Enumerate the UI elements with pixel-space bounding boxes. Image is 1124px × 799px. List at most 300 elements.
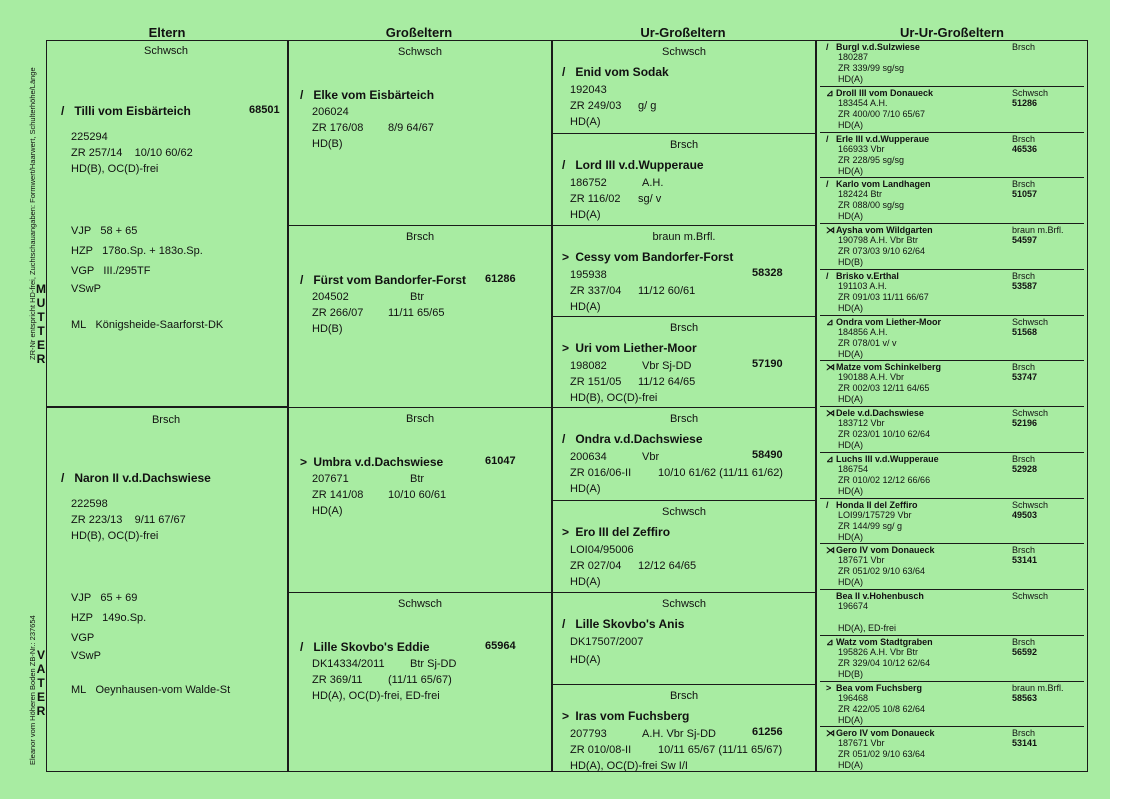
uugp-name: Bea II v.Hohenbusch — [836, 591, 924, 601]
uugp-color: Schwsch — [1012, 88, 1049, 98]
ugp-hd: HD(B), OC(D)-frei — [570, 392, 658, 404]
ugp-divider-2 — [552, 225, 816, 226]
uugp-name-line — [826, 134, 929, 144]
uugp-name-line — [826, 271, 899, 281]
mother-zb: 68501 — [249, 104, 280, 116]
gp-name-line — [300, 640, 430, 654]
mother-zr-line — [71, 147, 193, 159]
mother-color: Schwsch — [143, 45, 189, 57]
gp-mark: / — [300, 88, 304, 102]
father-show: 9/11 67/67 — [134, 514, 186, 526]
ugp-color: Brsch — [669, 413, 699, 425]
ugp-extra: 10/11 65/67 (11/11 65/67) — [658, 744, 783, 756]
uugp-color: Schwsch — [1012, 317, 1049, 327]
ugp-zb: 57190 — [752, 358, 783, 370]
mutter-label — [36, 282, 46, 366]
uugp-name: Burgl v.d.Sulzwiese — [836, 42, 920, 52]
uugp-color: Brsch — [1012, 728, 1036, 738]
gp-color: Schwsch — [397, 46, 443, 58]
ugp-color: Brsch — [669, 322, 699, 334]
uugp-reg: LOI99/175729 Vbr — [838, 510, 912, 520]
father-hzp-label: HZP — [71, 612, 93, 624]
gp-reg: 206024 — [312, 106, 349, 118]
uugp-hd: HD(A) — [838, 759, 863, 770]
uugp-zr: ZR 228/95 sg/sg — [838, 155, 905, 165]
uugp-divider — [820, 406, 1084, 407]
gp-hd: HD(A) — [312, 505, 343, 517]
gp-hd: HD(B) — [312, 138, 343, 150]
gp-divider-2 — [288, 407, 552, 408]
ugp-zb: 61256 — [752, 726, 783, 738]
mother-ml — [71, 319, 223, 331]
gp-divider-1 — [288, 225, 552, 226]
ugp-zr: ZR 027/04 — [570, 560, 622, 572]
uugp-divider — [820, 498, 1084, 499]
ugp-extra: 10/10 61/62 (11/11 61/62) — [658, 467, 783, 479]
ugp-color: Brsch — [669, 139, 699, 151]
mother-vjp-value: 58 + 65 — [100, 225, 138, 237]
uugp-mark: ⋊ — [826, 408, 835, 418]
ugp-extra: sg/ v — [638, 193, 662, 205]
mother-show: 10/10 60/62 — [134, 147, 193, 159]
father-zr-line — [71, 514, 186, 526]
vater-letter: VATER — [36, 648, 46, 718]
mother-mark: / — [61, 104, 65, 118]
uugp-zb: 56592 — [1012, 647, 1038, 657]
uugp-name-line — [826, 591, 924, 601]
uugp-divider — [820, 726, 1084, 727]
uugp-divider — [820, 635, 1084, 636]
uugp-mark: ⋊ — [826, 362, 835, 372]
uugp-hd: HD(A) — [838, 302, 863, 313]
uugp-divider — [820, 681, 1084, 682]
uugp-name: Gero IV vom Donaueck — [836, 728, 935, 738]
uugp-zb: 51057 — [1012, 189, 1038, 199]
footnote-text: ZR-Nr entspricht HD-frei, Zuchtschauangaben: Formwert/Haarwert, Schulterhöhe/Länge — [28, 67, 37, 360]
mother-hzp — [71, 245, 203, 257]
uugp-mark: / — [826, 271, 829, 281]
ugp-zr: ZR 010/08-II — [570, 744, 632, 756]
gp-mark: / — [300, 640, 304, 654]
uugp-mark: ⋊ — [826, 545, 835, 555]
ugp-divider-6 — [552, 592, 816, 593]
uugp-reg: 196468 — [838, 693, 869, 703]
uugp-zr: ZR 023/01 10/10 62/64 — [838, 429, 931, 439]
mother-ml-value: Königsheide-Saarforst-DK — [95, 319, 224, 331]
uugp-hd: HD(A) — [838, 348, 863, 359]
uugp-zb: 51568 — [1012, 327, 1038, 337]
father-hd: HD(B), OC(D)-frei — [71, 530, 159, 542]
uugp-reg: 184856 A.H. — [838, 327, 888, 337]
uugp-color: braun m.Brfl. — [1012, 683, 1064, 693]
uugp-zr: ZR 051/02 9/10 63/64 — [838, 749, 926, 759]
uugp-color: Schwsch — [1012, 500, 1049, 510]
mother-vgp — [71, 265, 150, 277]
uugp-name: Ondra vom Liether-Moor — [836, 317, 942, 327]
uugp-zb: 54597 — [1012, 235, 1038, 245]
uugp-mark: ⊿ — [826, 88, 834, 98]
ugp-name: Lord III v.d.Wupperaue — [575, 158, 704, 172]
ugp-extra: 11/12 64/65 — [638, 376, 696, 388]
ugp-mark: > — [562, 250, 570, 264]
ugp-mark: > — [562, 525, 570, 539]
gp-zr: ZR 141/08 — [312, 489, 364, 501]
ugp-reg: 195938 — [570, 269, 607, 281]
uugp-divider — [820, 589, 1084, 590]
uugp-name: Aysha vom Wildgarten — [836, 225, 933, 235]
mother-hzp-label: HZP — [71, 245, 93, 257]
uugp-color: Brsch — [1012, 134, 1036, 144]
uugp-name: Bea vom Fuchsberg — [836, 683, 923, 693]
ugp-name: Enid vom Sodak — [575, 65, 669, 79]
ugp-zb: 58328 — [752, 267, 783, 279]
mother-ml-label: ML — [71, 319, 87, 331]
mother-box — [46, 40, 288, 407]
uugp-divider — [820, 177, 1084, 178]
uugp-name: Brisko v.Erthal — [836, 271, 899, 281]
uugp-zr: ZR 144/99 sg/ g — [838, 521, 903, 531]
uugp-zb: 52196 — [1012, 418, 1038, 428]
mother-vswp: VSwP — [71, 283, 101, 295]
uugp-divider — [820, 223, 1084, 224]
uugp-mark: ⋊ — [826, 225, 835, 235]
mother-vgp-value: III./295TF — [103, 265, 151, 277]
ugp-divider-5 — [552, 500, 816, 501]
gp-extra1: Btr Sj-DD — [410, 658, 457, 670]
uugp-zr: ZR 339/99 sg/sg — [838, 63, 905, 73]
uugp-hd: HD(A) — [838, 576, 863, 587]
uugp-mark: ⋊ — [826, 728, 835, 738]
owner-text: Eleanor vom Höheren Boden ZB-Nr.: 237654 — [28, 615, 37, 765]
uugp-mark: / — [826, 500, 829, 510]
ugp-zr: ZR 249/03 — [570, 100, 622, 112]
ugp-extra1: Vbr — [642, 451, 660, 463]
father-vswp: VSwP — [71, 650, 101, 662]
uugp-mark: / — [826, 134, 829, 144]
mother-vjp-label: VJP — [71, 225, 92, 237]
uugp-reg: 186754 — [838, 464, 869, 474]
uugp-color: Brsch — [1012, 454, 1036, 464]
ugp-zr: ZR 116/02 — [570, 193, 621, 205]
gp-extra: 11/11 65/65 — [388, 307, 445, 319]
ugp-extra: 12/12 64/65 — [638, 560, 697, 572]
header-grosseltern: Großeltern — [385, 25, 453, 40]
uugp-name: Karlo vom Landhagen — [836, 179, 931, 189]
uugp-hd: HD(A) — [838, 210, 863, 221]
ugp-extra: g/ g — [638, 100, 657, 112]
mother-vgp-label: VGP — [71, 265, 95, 277]
gp-name: Elke vom Eisbärteich — [313, 88, 435, 102]
ugp-name: Ero III del Zeffiro — [575, 525, 671, 539]
uugp-name-line — [826, 179, 931, 189]
gp-zr: ZR 369/11 — [312, 674, 363, 686]
uugp-hd: HD(B) — [838, 668, 863, 679]
gp-zr: ZR 176/08 — [312, 122, 364, 134]
ugp-name: Ondra v.d.Dachswiese — [575, 432, 703, 446]
gp-name-line — [300, 455, 443, 469]
uugp-hd: HD(A) — [838, 119, 863, 130]
uugp-zr: ZR 329/04 10/12 62/64 — [838, 658, 931, 668]
uugp-color: Brsch — [1012, 362, 1036, 372]
uugp-color: Brsch — [1012, 545, 1036, 555]
ugp-name-line — [562, 158, 704, 172]
father-name: Naron II v.d.Dachswiese — [74, 471, 211, 485]
father-vgp: VGP — [71, 632, 95, 644]
ugp-reg: 186752 — [570, 177, 607, 189]
gp-zb: 61286 — [485, 273, 516, 285]
uugp-color: Brsch — [1012, 42, 1036, 52]
uugp-zr: ZR 002/03 12/11 64/65 — [838, 383, 930, 393]
uugp-reg: 183712 Vbr — [838, 418, 885, 428]
uugp-name-line — [826, 683, 922, 693]
father-vjp-value: 65 + 69 — [100, 592, 138, 604]
uugp-name: Watz vom Stadtgraben — [836, 637, 933, 647]
uugp-zb: 46536 — [1012, 144, 1038, 154]
uugp-reg: 183454 A.H. — [838, 98, 888, 108]
uugp-zr: ZR 073/03 9/10 62/64 — [838, 246, 926, 256]
uugp-hd: HD(A) — [838, 531, 863, 542]
uugp-reg: 196674 — [838, 601, 869, 611]
uugp-zb: 58563 — [1012, 693, 1038, 703]
gp-zb: 65964 — [485, 640, 516, 652]
father-mark: / — [61, 471, 65, 485]
ugp-name: Iras vom Fuchsberg — [575, 709, 690, 723]
vater-label — [36, 648, 46, 718]
uugp-mark: ⊿ — [826, 454, 834, 464]
uugp-name: Droll III vom Donaueck — [836, 88, 934, 98]
mother-hd: HD(B), OC(D)-frei — [71, 163, 159, 175]
father-box — [46, 407, 288, 772]
uugp-name-line — [826, 42, 920, 52]
uugp-mark: > — [826, 683, 832, 693]
uugp-name-line — [826, 500, 918, 510]
gp-name: Umbra v.d.Dachswiese — [313, 455, 444, 469]
uugp-reg: 187671 Vbr — [838, 738, 885, 748]
gp-zb: 61047 — [485, 455, 516, 467]
gp-extra1: Btr — [410, 291, 425, 303]
uugp-divider — [820, 269, 1084, 270]
uugp-zr: ZR 088/00 sg/sg — [838, 200, 905, 210]
ugp-color: Schwsch — [661, 598, 707, 610]
ugp-hd: HD(A) — [570, 116, 601, 128]
ugp-extra1: Vbr Sj-DD — [642, 360, 692, 372]
ugp-extra1: A.H. Vbr Sj-DD — [642, 728, 716, 740]
ugp-mark: / — [562, 65, 566, 79]
uugp-divider — [820, 543, 1084, 544]
ugp-hd: HD(A), OC(D)-frei Sw I/I — [570, 760, 688, 772]
uugp-zb: 51286 — [1012, 98, 1038, 108]
gp-mark: > — [300, 455, 308, 469]
gp-name-line — [300, 273, 466, 287]
ugp-mark: / — [562, 617, 566, 631]
uugp-mark: ⊿ — [826, 637, 834, 647]
uugp-divider — [820, 452, 1084, 453]
father-vjp-label: VJP — [71, 592, 92, 604]
uugp-name: Matze vom Schinkelberg — [836, 362, 942, 372]
uugp-zb: 49503 — [1012, 510, 1038, 520]
uugp-zr: ZR 400/00 7/10 65/67 — [838, 109, 926, 119]
uugp-reg: 190188 A.H. Vbr — [838, 372, 905, 382]
uugp-hd: HD(A) — [838, 73, 863, 84]
uugp-name: Honda II del Zeffiro — [836, 500, 918, 510]
uugp-mark: ⊿ — [826, 317, 834, 327]
ugp-mark: > — [562, 341, 570, 355]
uugp-name: Gero IV vom Donaueck — [836, 545, 935, 555]
ugp-name-line — [562, 709, 689, 723]
ugp-hd: HD(A) — [570, 654, 601, 666]
uugp-hd: HD(A) — [838, 393, 863, 404]
ugp-mark: / — [562, 432, 566, 446]
gp-hd: HD(A), OC(D)-frei, ED-frei — [312, 690, 440, 702]
ugp-name: Uri vom Liether-Moor — [575, 341, 697, 355]
uugp-reg: 166933 Vbr — [838, 144, 885, 154]
father-ml-value: Oeynhausen-vom Walde-St — [95, 684, 231, 696]
ugp-color: braun m.Brfl. — [652, 231, 716, 243]
gp-extra1: Btr — [410, 473, 425, 485]
ugp-name: Lille Skovbo's Anis — [575, 617, 685, 631]
gp-name-line — [300, 88, 434, 102]
ugp-extra1: A.H. — [642, 177, 664, 189]
mother-reg: 225294 — [71, 131, 108, 143]
father-zr: ZR 223/13 — [71, 514, 123, 526]
ugp-hd: HD(A) — [570, 483, 601, 495]
gp-hd: HD(B) — [312, 323, 343, 335]
uugp-divider — [820, 86, 1084, 87]
ugp-zr: ZR 016/06-II — [570, 467, 632, 479]
uugp-hd: HD(A) — [838, 165, 863, 176]
uugp-divider — [820, 132, 1084, 133]
gp-reg: DK14334/2011 — [312, 658, 385, 670]
uugp-hd: HD(A), ED-frei — [838, 622, 896, 633]
uugp-reg: 190798 A.H. Vbr Btr — [838, 235, 919, 245]
ugp-divider-7 — [552, 684, 816, 685]
header-eltern: Eltern — [148, 25, 186, 40]
ugp-name-line — [562, 525, 670, 539]
gp-name: Lille Skovbo's Eddie — [313, 640, 430, 654]
gp-zr: ZR 266/07 — [312, 307, 364, 319]
uugp-reg: 195826 A.H. Vbr Btr — [838, 647, 919, 657]
header-urgrosseltern: Ur-Großeltern — [640, 25, 726, 40]
uugp-color: Brsch — [1012, 637, 1036, 647]
father-ml-label: ML — [71, 684, 87, 696]
uugp-divider — [820, 315, 1084, 316]
gp-color: Brsch — [405, 413, 435, 425]
ugp-reg: DK17507/2007 — [570, 636, 644, 648]
uugp-zb: 53141 — [1012, 738, 1038, 748]
gp-extra: (11/11 65/67) — [388, 674, 452, 686]
mother-name: Tilli vom Eisbärteich — [74, 104, 191, 118]
mutter-letter: MUTTER — [36, 282, 46, 366]
uugp-name: Erle III v.d.Wupperaue — [836, 134, 930, 144]
father-reg: 222598 — [71, 498, 108, 510]
header-ururgrosseltern: Ur-Ur-Großeltern — [899, 25, 1004, 40]
ugp-name-line — [562, 65, 669, 79]
mother-zr: ZR 257/14 — [71, 147, 123, 159]
ugp-extra: 11/12 60/61 — [638, 285, 696, 297]
uugp-zb: 53587 — [1012, 281, 1038, 291]
ugp-divider-3 — [552, 316, 816, 317]
gp-name: Fürst vom Bandorfer-Forst — [313, 273, 467, 287]
uugp-zr: ZR 422/05 10/8 62/64 — [838, 704, 926, 714]
ugp-color: Brsch — [669, 690, 699, 702]
ugp-zb: 58490 — [752, 449, 783, 461]
ugp-mark: / — [562, 158, 566, 172]
uugp-reg: 191103 A.H. — [838, 281, 887, 291]
gp-divider-3 — [288, 592, 552, 593]
uugp-zb: 53141 — [1012, 555, 1038, 565]
father-vjp — [71, 592, 137, 604]
gp-reg: 204502 — [312, 291, 349, 303]
ugp-divider-4 — [552, 407, 816, 408]
gp-reg: 207671 — [312, 473, 349, 485]
uugp-zb: 52928 — [1012, 464, 1038, 474]
father-hzp — [71, 612, 146, 624]
ugp-name-line — [562, 250, 733, 264]
gp-extra: 8/9 64/67 — [388, 122, 434, 134]
ugp-name-line — [562, 432, 703, 446]
ugp-color: Schwsch — [661, 506, 707, 518]
ugp-reg: 198082 — [570, 360, 607, 372]
father-ml — [71, 684, 230, 696]
ugp-hd: HD(A) — [570, 576, 601, 588]
uugp-color: Brsch — [1012, 179, 1036, 189]
ugp-mark: > — [562, 709, 570, 723]
uugp-color: Brsch — [1012, 271, 1036, 281]
father-name-line — [61, 471, 211, 485]
uugp-reg: 182424 Btr — [838, 189, 883, 199]
uugp-zr: ZR 078/01 v/ v — [838, 338, 897, 348]
uugp-hd: HD(A) — [838, 485, 863, 496]
ugp-divider-1 — [552, 133, 816, 134]
uugp-color: Schwsch — [1012, 408, 1049, 418]
ugp-name-line — [562, 617, 684, 631]
uugp-hd: HD(A) — [838, 714, 863, 725]
ugp-zr: ZR 151/05 — [570, 376, 622, 388]
father-hzp-value: 149o.Sp. — [102, 612, 147, 624]
uugp-reg: 187671 Vbr — [838, 555, 885, 565]
gp-mark: / — [300, 273, 304, 287]
uugp-name: Luchs III v.d.Wupperaue — [836, 454, 939, 464]
gp-color: Brsch — [405, 231, 435, 243]
ugp-zr: ZR 337/04 — [570, 285, 622, 297]
gp-extra: 10/10 60/61 — [388, 489, 447, 501]
uugp-hd: HD(A) — [838, 439, 863, 450]
ugp-name: Cessy vom Bandorfer-Forst — [575, 250, 734, 264]
uugp-divider — [820, 360, 1084, 361]
ugp-hd: HD(A) — [570, 209, 601, 221]
mother-hzp-value: 178o.Sp. + 183o.Sp. — [102, 245, 203, 257]
ugp-color: Schwsch — [661, 46, 707, 58]
uugp-zr: ZR 010/02 12/12 66/66 — [838, 475, 931, 485]
ugp-reg: 207793 — [570, 728, 607, 740]
uugp-color: Schwsch — [1012, 591, 1049, 601]
uugp-reg: 180287 — [838, 52, 869, 62]
mother-name-line — [61, 104, 191, 118]
gp-color: Schwsch — [397, 598, 443, 610]
uugp-zb: 53747 — [1012, 372, 1038, 382]
ugp-hd: HD(A) — [570, 301, 601, 313]
uugp-mark: / — [826, 42, 829, 52]
uugp-name: Dele v.d.Dachswiese — [836, 408, 924, 418]
uugp-zr: ZR 091/03 11/11 66/67 — [838, 292, 929, 302]
ugp-reg: LOI04/95006 — [570, 544, 634, 556]
uugp-zr: ZR 051/02 9/10 63/64 — [838, 566, 926, 576]
ugp-reg: 192043 — [570, 84, 607, 96]
ugp-reg: 200634 — [570, 451, 607, 463]
uugp-mark: / — [826, 179, 829, 189]
father-color: Brsch — [151, 414, 181, 426]
uugp-color: braun m.Brfl. — [1012, 225, 1064, 235]
